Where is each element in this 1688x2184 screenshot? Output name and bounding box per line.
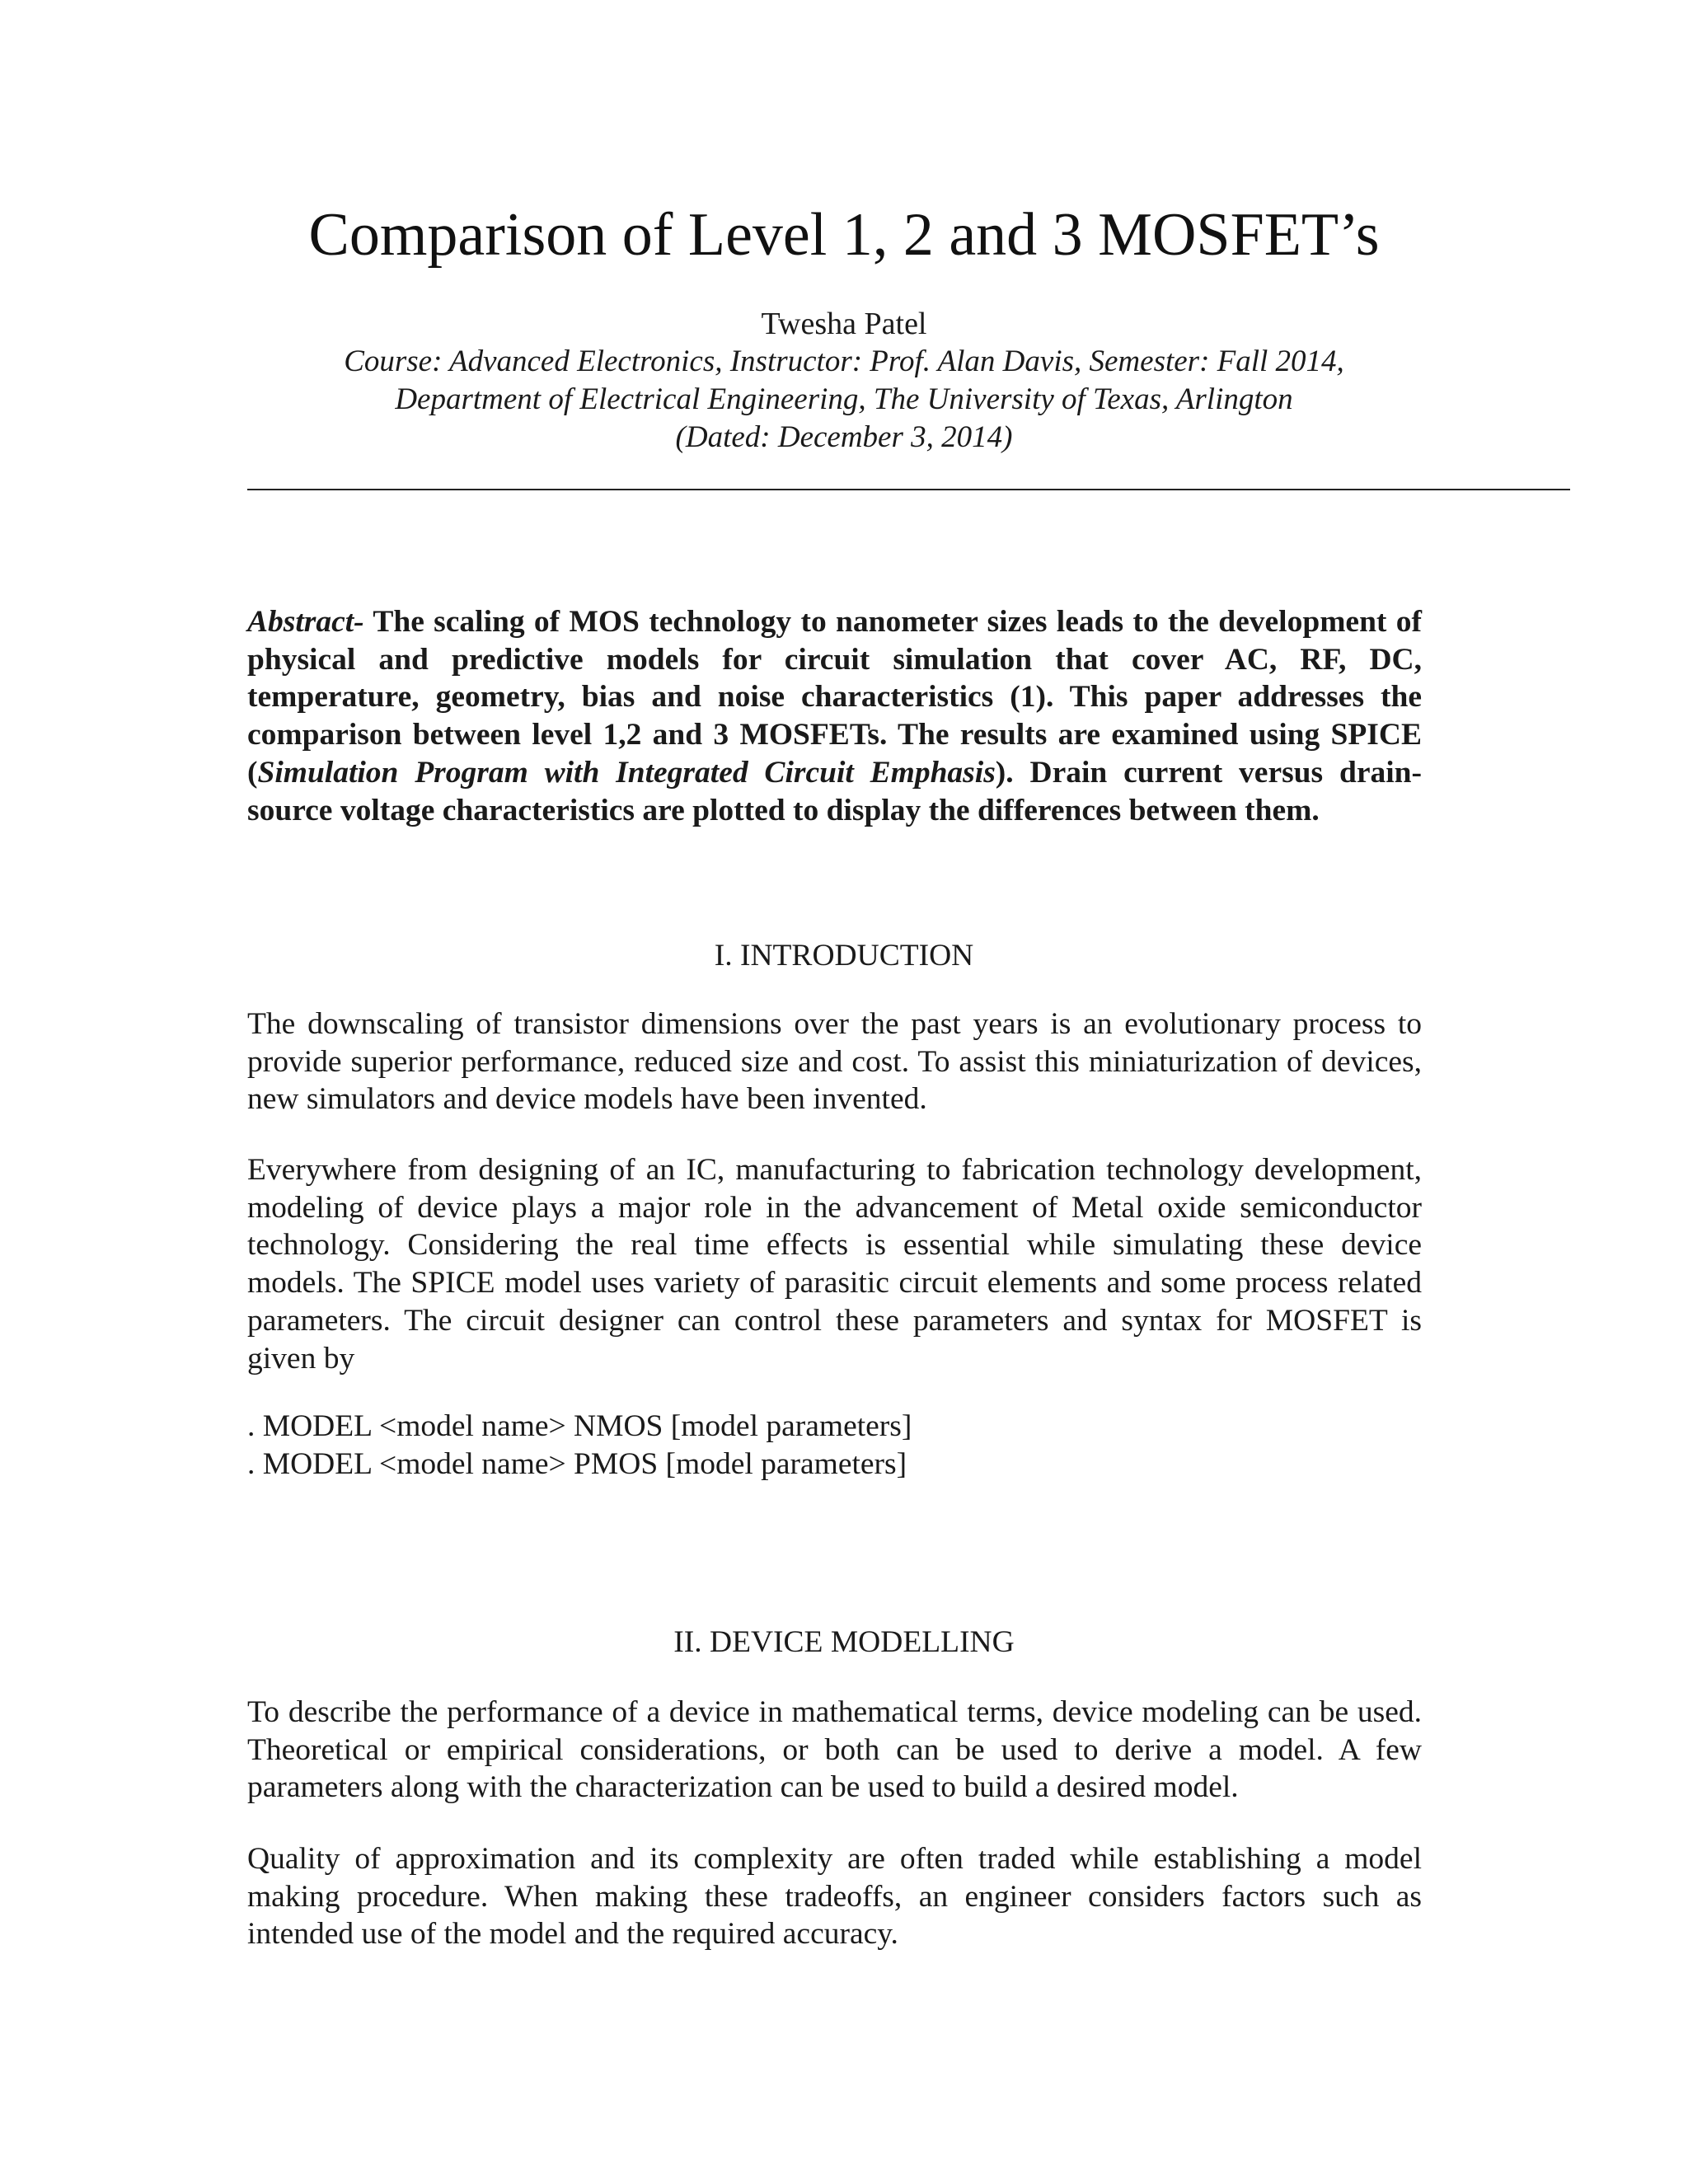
section-heading-device-modelling: II. DEVICE MODELLING [673,1625,1015,1659]
section-heading-introduction: I. INTRODUCTION [714,939,974,972]
modelling-paragraph-1 [247,1694,1422,1807]
spice-expansion: Simulation Program with Integrated Circuit Emphasis [257,755,996,790]
header-divider [247,489,1570,490]
model-syntax-pmos: . MODEL <model name> PMOS [model parameters] [247,1446,907,1481]
modelling-paragraph-2 [247,1840,1422,1953]
date-line: (Dated: December 3, 2014) [675,420,1013,454]
abstract-paragraph [247,603,1422,829]
paper-title: Comparison of Level 1, 2 and 3 MOSFET’s [308,201,1380,269]
spice-model-syntax [247,1408,1422,1483]
abstract-label: Abstract- [247,605,364,639]
abstract-text-before: The scaling of MOS technology to nanometer sizes leads to the development of physical and predictive models for circuit simulation that cover AC, RF, DC, temperature, geometry, bias and noise characteristics (1). This paper addresses the comparison between level 1,2 and 3 MOSFETs. The results are examined using SPICE ( [247,605,1422,790]
abstract-text-after: ). Drain current versus drain-source voltage characteristics are plotted to display the differences between them. [247,755,1422,827]
affiliation-course: Course: Advanced Electronics, Instructor: Prof. Alan Davis, Semester: Fall 2014, [344,344,1344,378]
paragraph-text: The downscaling of transistor dimensions over the past years is an evolutionary process to provide superior performance, reduced size and cost. To assist this miniaturization of devices, new simulators and device models have been invented. [247,1007,1422,1117]
affiliation-block [0,343,1688,457]
intro-paragraph-2 [247,1151,1422,1377]
abstract [247,603,1422,829]
author-name: Twesha Patel [761,307,927,341]
paragraph-text: Quality of approximation and its complexity are often traded while establishing a model making procedure. When making these tradeoffs, an engineer considers factors such as intended use of the model and the required accuracy. [247,1842,1422,1952]
paragraph-text: To describe the performance of a device in mathematical terms, device modeling can be used. Theoretical or empirical considerations, or both can be used to derive a model. A few parameters along with the characterization can be used to build a desired model. [247,1695,1422,1805]
model-syntax-nmos: . MODEL <model name> NMOS [model parameters] [247,1409,912,1443]
paragraph-text: Everywhere from designing of an IC, manufacturing to fabrication technology development, modeling of device plays a major role in the advancement of Metal oxide semiconductor technology. Considering the real time effects is essential while simulating these device models. The SPICE model uses variety of parasitic circuit elements and some process related parameters. The circuit designer can control these parameters and syntax for MOSFET is given by [247,1153,1422,1376]
affiliation-department: Department of Electrical Engineering, The University of Texas, Arlington [395,382,1293,416]
intro-paragraph-1 [247,1005,1422,1118]
